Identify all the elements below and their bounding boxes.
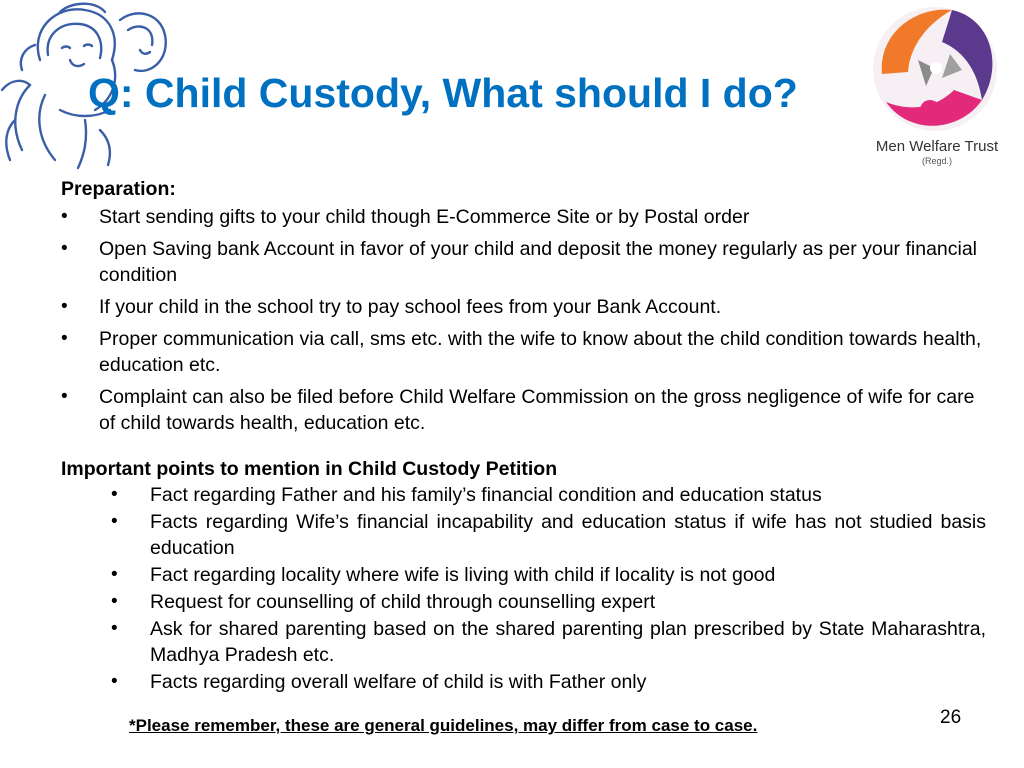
bullet-icon: • <box>61 206 68 227</box>
list-item-text: Facts regarding Wife’s financial incapability and education status if wife has not studied basis education <box>150 511 986 559</box>
logo-name: Men Welfare Trust <box>875 138 999 155</box>
bullet-icon: • <box>111 484 118 505</box>
list-item <box>61 326 986 378</box>
petition-heading: Important points to mention in Child Custody Petition <box>61 458 558 480</box>
bullet-icon: • <box>61 328 68 349</box>
list-item-text: Complaint can also be filed before Child Welfare Commission on the gross negligence of wife for care of child towards health, education etc. <box>99 386 975 434</box>
bullet-icon: • <box>111 564 118 585</box>
bullet-icon: • <box>111 511 118 532</box>
list-item <box>61 589 986 615</box>
list-item <box>61 294 986 320</box>
bullet-icon: • <box>111 591 118 612</box>
bullet-icon: • <box>111 671 118 692</box>
logo <box>862 4 1012 170</box>
list-item-text: Request for counselling of child through counselling expert <box>150 591 656 613</box>
list-item <box>61 669 986 695</box>
list-item-text: Proper communication via call, sms etc. with the wife to know about the child condition towards health, education etc. <box>99 328 982 376</box>
list-item-text: Start sending gifts to your child though E-Commerce Site or by Postal order <box>99 206 750 228</box>
petition-points-list <box>61 482 991 695</box>
list-item-text: Fact regarding locality where wife is living with child if locality is not good <box>150 564 776 586</box>
slide-body <box>61 176 991 696</box>
men-welfare-trust-logo-icon <box>870 4 1000 134</box>
bullet-icon: • <box>61 296 68 317</box>
list-item-text: Open Saving bank Account in favor of your child and deposit the money regularly as per your financial condition <box>99 238 978 286</box>
bullet-icon: • <box>61 386 68 407</box>
list-item-text: Fact regarding Father and his family’s financial condition and education status <box>150 484 822 506</box>
page-title: Q: Child Custody, What should I do? <box>88 70 798 116</box>
list-item <box>61 236 986 288</box>
footnote: *Please remember, these are general guidelines, may differ from case to case. <box>129 716 758 735</box>
page-number: 26 <box>940 707 962 728</box>
logo-subtitle: (Regd.) <box>921 156 952 166</box>
list-item <box>61 204 986 230</box>
list-item-text: If your child in the school try to pay school fees from your Bank Account. <box>99 296 722 318</box>
bullet-icon: • <box>111 618 118 639</box>
list-item <box>61 562 986 588</box>
list-item <box>61 509 986 561</box>
list-item-text: Facts regarding overall welfare of child is with Father only <box>150 671 647 693</box>
list-item <box>61 384 986 436</box>
list-item <box>61 482 986 508</box>
preparation-list <box>61 204 991 436</box>
bullet-icon: • <box>61 238 68 259</box>
list-item <box>61 616 986 668</box>
list-item-text: Ask for shared parenting based on the shared parenting plan prescribed by State Maharashtra, Madhya Pradesh etc. <box>150 618 986 666</box>
preparation-heading: Preparation: <box>61 178 176 200</box>
